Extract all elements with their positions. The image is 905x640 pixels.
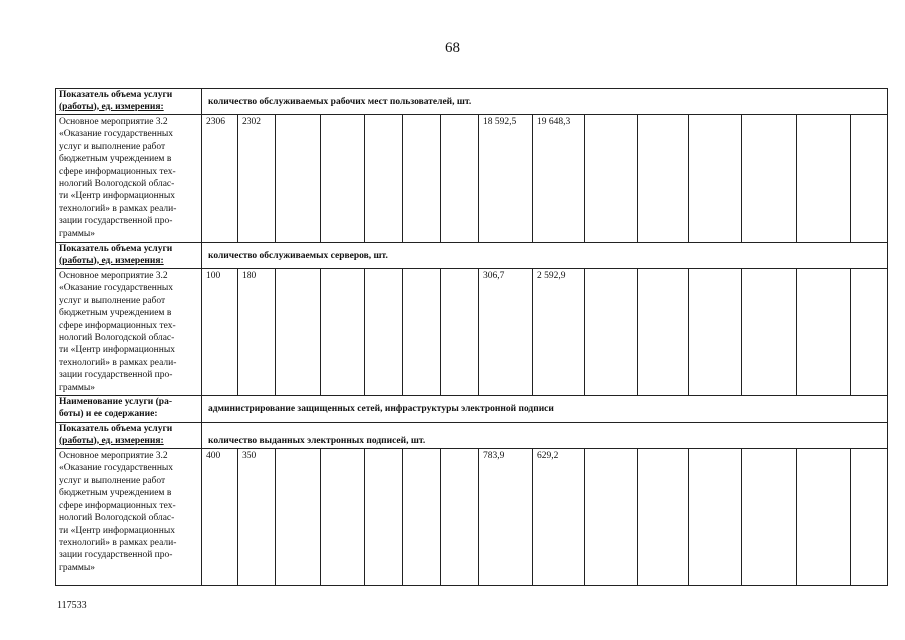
value-cell: 180 [238,269,276,396]
empty-cell [276,269,321,396]
desc-line: ти «Центр информационных [59,345,175,356]
document-code: 117533 [57,600,87,611]
measure-description [56,269,202,396]
desc-line: услуг и выполнение работ [59,141,166,152]
section-value: количество выданных электронных подписей, шт. [202,423,888,449]
empty-cell [441,269,479,396]
empty-cell [742,269,797,396]
desc-line: «Оказание государственных [59,283,174,294]
desc-line: ти «Центр информационных [59,191,175,202]
value-cell: 306,7 [479,269,533,396]
table-row [56,269,888,396]
desc-line: нологий Вологодской облас- [59,179,175,190]
desc-line: технологий» в рамках реали- [59,357,177,368]
empty-cell [441,115,479,243]
value-cell: 19 648,3 [533,115,585,243]
label-line-2: (работы), ед. измерения: [59,435,164,446]
desc-line: ти «Центр информационных [59,525,175,536]
empty-cell [585,115,638,243]
table-row [56,115,888,243]
section-label [56,243,202,269]
empty-cell [689,269,742,396]
empty-cell [403,115,441,243]
empty-cell [321,269,365,396]
label-line-1: Показатель объема услуги [59,90,173,100]
section-value: количество обслуживаемых рабочих мест пользователей, шт. [202,89,888,115]
desc-line: граммы» [59,562,96,573]
label-line-2: боты) и ее содержание: [59,408,158,419]
value-cell: 783,9 [479,449,533,586]
desc-line: зации государственной про- [59,550,173,561]
desc-line: технологий» в рамках реали- [59,203,177,214]
section-header-signatures [56,423,888,449]
desc-line: услуг и выполнение работ [59,475,166,486]
desc-line: бюджетным учреждением в [59,308,172,319]
empty-cell [638,269,689,396]
desc-line: граммы» [59,228,96,239]
desc-line: зации государственной про- [59,216,173,227]
section-header-service-name [56,396,888,423]
value-cell: 350 [238,449,276,586]
desc-line: Основное мероприятие 3.2 [59,271,168,281]
empty-cell [365,115,403,243]
empty-cell [851,115,888,243]
empty-cell [441,449,479,586]
empty-cell [742,449,797,586]
value-cell: 629,2 [533,449,585,586]
measure-description [56,449,202,586]
value-cell: 2306 [202,115,238,243]
label-line-1: Показатель объема услуги [59,424,173,435]
label-line-1: Показатель объема услуги [59,244,173,254]
services-table [55,88,888,586]
desc-line: сфере информационных тех- [59,320,176,331]
label-line-2: (работы), ед. измерения: [59,255,164,266]
section-value: администрирование защищенных сетей, инфраструктуры электронной подписи [202,396,888,423]
desc-line: Основное мероприятие 3.2 [59,117,168,127]
desc-line: нологий Вологодской облас- [59,333,175,344]
table-row [56,449,888,586]
section-label [56,396,202,423]
desc-line: бюджетным учреждением в [59,154,172,165]
measure-description [56,115,202,243]
empty-cell [365,269,403,396]
empty-cell [321,115,365,243]
empty-cell [276,449,321,586]
desc-line: сфере информационных тех- [59,500,176,511]
page-number: 68 [445,40,460,56]
empty-cell [321,449,365,586]
desc-line: технологий» в рамках реали- [59,537,177,548]
desc-line: граммы» [59,382,96,393]
empty-cell [689,449,742,586]
empty-cell [638,115,689,243]
section-label [56,423,202,449]
empty-cell [403,449,441,586]
section-value: количество обслуживаемых серверов, шт. [202,243,888,269]
empty-cell [403,269,441,396]
section-label [56,89,202,115]
desc-line: бюджетным учреждением в [59,488,172,499]
empty-cell [365,449,403,586]
empty-cell [638,449,689,586]
section-header-workplaces [56,89,888,115]
section-header-servers [56,243,888,269]
value-cell: 2 592,9 [533,269,585,396]
value-cell: 18 592,5 [479,115,533,243]
empty-cell [689,115,742,243]
desc-line: Основное мероприятие 3.2 [59,451,168,462]
value-cell: 100 [202,269,238,396]
desc-line: зации государственной про- [59,370,173,381]
desc-line: нологий Вологодской облас- [59,513,175,524]
desc-line: «Оказание государственных [59,463,174,474]
desc-line: сфере информационных тех- [59,166,176,177]
empty-cell [276,115,321,243]
empty-cell [585,449,638,586]
value-cell: 400 [202,449,238,586]
desc-line: услуг и выполнение работ [59,295,166,306]
empty-cell [851,269,888,396]
label-line-1: Наименование услуги (ра- [59,397,172,408]
empty-cell [797,115,851,243]
desc-line: «Оказание государственных [59,129,174,140]
empty-cell [797,269,851,396]
empty-cell [851,449,888,586]
empty-cell [585,269,638,396]
value-cell: 2302 [238,115,276,243]
empty-cell [797,449,851,586]
label-line-2: (работы), ед. измерения: [59,101,164,112]
empty-cell [742,115,797,243]
